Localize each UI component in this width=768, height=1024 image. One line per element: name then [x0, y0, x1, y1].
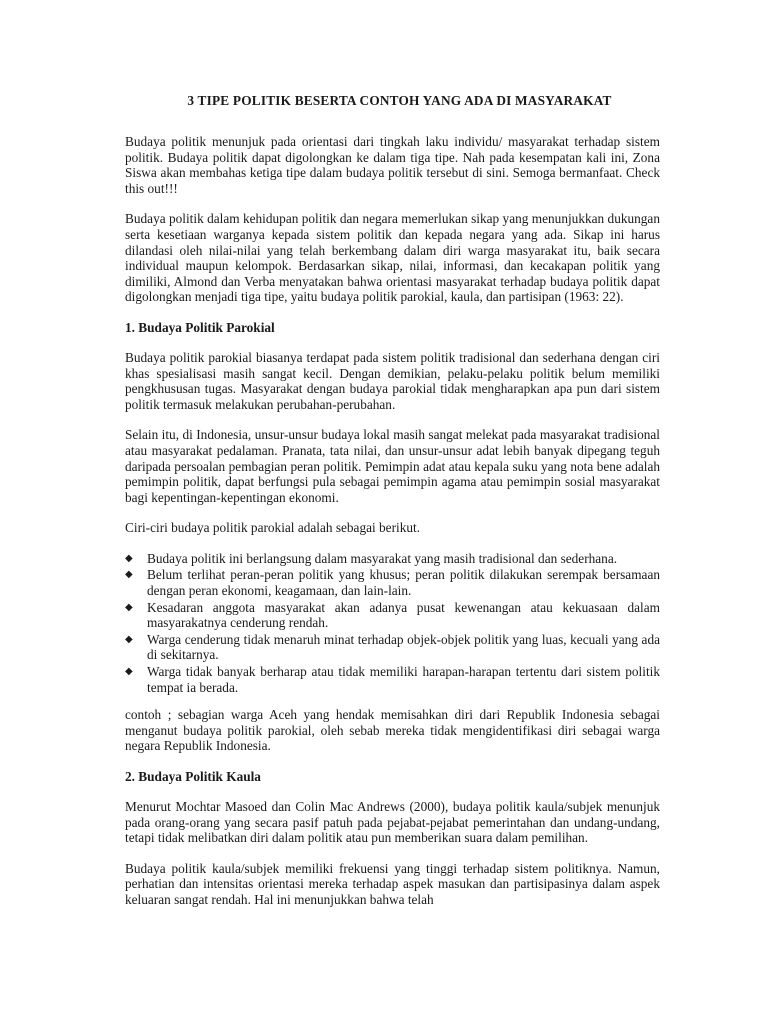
diamond-bullet-icon: ◆	[125, 601, 133, 613]
section-1-paragraph-3: Ciri-ciri budaya politik parokial adalah sebagai berikut.	[125, 520, 421, 536]
list-item-text: Kesadaran anggota masyarakat akan adanya pusat kewenangan atau kekuasaan dalam masyarakatnya cenderung rendah.	[147, 599, 660, 631]
section-1-example: contoh ; sebagian warga Aceh yang hendak memisahkan diri dari Republik Indonesia sebagai menganut budaya politik parokial, oleh sebab mereka tidak mengidentifikasi diri sebagai warga negara Republik Indonesia.	[125, 707, 660, 754]
list-item-text: Budaya politik ini berlangsung dalam masyarakat yang masih tradisional dan sederhana.	[147, 550, 618, 566]
list-item	[125, 632, 660, 663]
section-2-paragraph-1: Menurut Mochtar Masoed dan Colin Mac Andrews (2000), budaya politik kaula/subjek menunjuk pada orang-orang yang secara pasif patuh pada pejabat-pejabat pemerintahan dan undang-undang, tetapi tidak melibatkan diri dalam politik atau pun memberikan suara dalam pemilihan.	[125, 799, 660, 846]
intro-paragraph-1: Budaya politik menunjuk pada orientasi dari tingkah laku individu/ masyarakat terhadap sistem politik. Budaya politik dapat digolongkan ke dalam tiga tipe. Nah pada kesempatan kali ini, Zona Siswa akan membahas ketiga tipe dalam budaya politik tersebut di sini. Semoga bermanfaat. Check this out!!!	[125, 134, 660, 196]
list-item	[125, 664, 660, 695]
characteristics-list	[125, 551, 660, 695]
diamond-bullet-icon: ◆	[125, 666, 133, 678]
section-2-paragraph-2: Budaya politik kaula/subjek memiliki frekuensi yang tinggi terhadap sistem politiknya. Namun, perhatian dan intensitas orientasi mereka terhadap aspek masukan dan partisipasinya dalam aspek keluaran sangat rendah. Hal ini menunjukkan bahwa telah	[125, 860, 660, 907]
list-item-text: Warga cenderung tidak menaruh minat terhadap objek-objek politik yang luas, kecuali yang ada di sekitarnya.	[147, 631, 660, 663]
section-1-paragraph-1: Budaya politik parokial biasanya terdapat pada sistem politik tradisional dan sederhana dengan ciri khas spesialisasi masih sangat kecil. Dengan demikian, pelaku-pelaku politik belum memiliki pengkhususan tugas. Masyarakat dengan budaya parokial tidak mengharapkan apa pun dari sistem politik termasuk melakukan perubahan-perubahan.	[125, 349, 660, 412]
document-title: 3 TIPE POLITIK BESERTA CONTOH YANG ADA DI MASYARAKAT	[187, 93, 612, 108]
list-item	[125, 600, 660, 631]
section-1-heading: 1. Budaya Politik Parokial	[125, 319, 275, 335]
list-item-text: Warga tidak banyak berharap atau tidak memiliki harapan-harapan tertentu dari sistem politik tempat ia berada.	[147, 664, 660, 695]
section-2-heading: 2. Budaya Politik Kaula	[125, 769, 261, 784]
section-1-paragraph-2: Selain itu, di Indonesia, unsur-unsur budaya lokal masih sangat melekat pada masyarakat tradisional atau masyarakat pedalaman. Pranata, tata nilai, dan unsur-unsur adat lebih banyak dipegang teguh daripada persoalan pembagian peran politik. Pemimpin adat atau kepala suku yang nota bene adalah pemimpin politik, dapat berfungsi pula sebagai pemimpin agama atau pemimpin sosial masyarakat bagi kepentingan-kepentingan ekonomi.	[125, 427, 660, 505]
intro-paragraph-2: Budaya politik dalam kehidupan politik dan negara memerlukan sikap yang menunjukkan dukungan serta kesetiaan warganya kepada sistem politik dan kepada negara yang ada. Sikap ini harus dilandasi oleh nilai-nilai yang telah berkembang dalam diri warga masyarakat itu, baik secara individual maupun kelompok. Berdasarkan sikap, nilai, informasi, dan kecakapan politik yang dimiliki, Almond dan Verba menyatakan bahwa orientasi masyarakat terhadap budaya politik dapat digolongkan menjadi tiga tipe, yaitu budaya politik parokial, kaula, dan partisipan (1963: 22).	[125, 211, 660, 305]
diamond-bullet-icon: ◆	[125, 633, 133, 645]
diamond-bullet-icon: ◆	[125, 569, 133, 581]
diamond-bullet-icon: ◆	[125, 552, 133, 564]
list-item	[125, 551, 660, 567]
list-item-text: Belum terlihat peran-peran politik yang khusus; peran politik dilakukan serempak bersamaan dengan peran ekonomi, keagamaan, dan lain-lain.	[147, 567, 660, 599]
list-item	[125, 567, 660, 598]
